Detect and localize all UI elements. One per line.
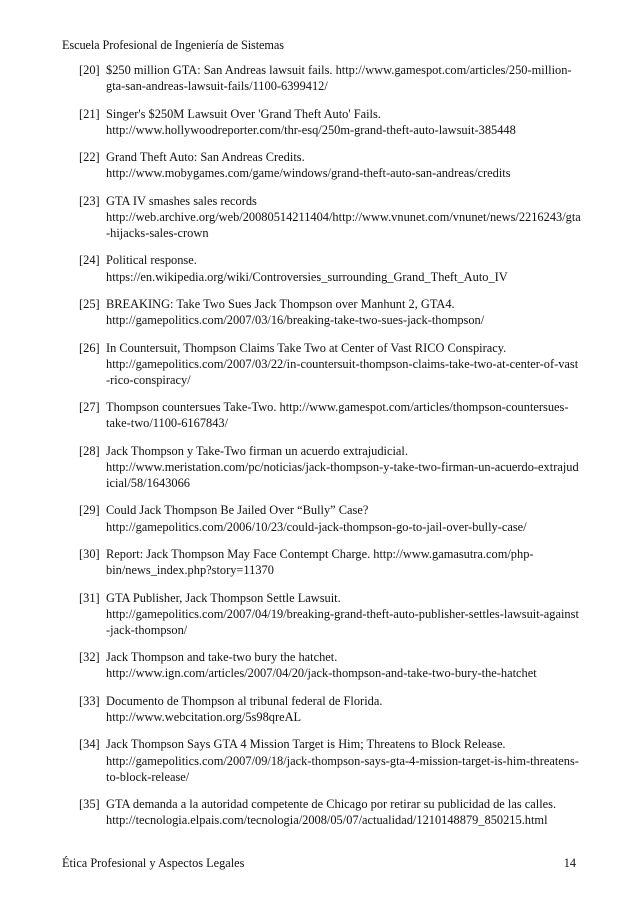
reference-link[interactable]: http://www.webcitation.org/5s98qreAL <box>106 709 302 724</box>
reference-item <box>62 443 582 491</box>
reference-body <box>106 149 582 181</box>
reference-item <box>62 340 582 388</box>
reference-body <box>106 796 582 828</box>
footer-title: Ética Profesional y Aspectos Legales <box>62 856 245 870</box>
reference-body <box>106 62 582 94</box>
reference-number: [29] <box>79 503 100 518</box>
reference-title: Could Jack Thompson Be Jailed Over “Bully” Case? <box>106 503 369 518</box>
reference-list <box>62 62 582 840</box>
reference-item <box>62 502 582 534</box>
reference-body <box>106 736 582 784</box>
reference-body <box>106 590 582 638</box>
reference-link[interactable]: http://web.archive.org/web/20080514211404/http://www.vnunet.com/vnunet/news/2216243/gta-hijacks-sales-crown <box>106 209 581 240</box>
reference-body <box>106 399 582 431</box>
reference-item <box>62 62 582 94</box>
reference-number: [24] <box>79 253 100 268</box>
reference-link[interactable]: http://gamepolitics.com/2007/09/18/jack-thompson-says-gta-4-mission-target-is-him-threatens-to-block-release/ <box>106 753 579 784</box>
reference-body <box>106 296 582 328</box>
reference-number: [21] <box>79 106 100 121</box>
reference-title: In Countersuit, Thompson Claims Take Two at Center of Vast RICO Conspiracy. <box>106 340 507 355</box>
reference-item <box>62 296 582 328</box>
reference-link[interactable]: http://gamepolitics.com/2007/03/16/breaking-take-two-sues-jack-thompson/ <box>106 313 485 328</box>
reference-body <box>106 340 582 388</box>
reference-title: GTA Publisher, Jack Thompson Settle Lawsuit. <box>106 590 341 605</box>
reference-item <box>62 149 582 181</box>
reference-number: [23] <box>79 193 100 208</box>
reference-number: [25] <box>79 296 100 311</box>
reference-number: [26] <box>79 340 100 355</box>
reference-item <box>62 736 582 784</box>
page-footer <box>62 856 576 871</box>
reference-title: Jack Thompson y Take-Two firman un acuerdo extrajudicial. <box>106 443 408 458</box>
reference-link[interactable]: http://www.hollywoodreporter.com/thr-esq/250m-grand-theft-auto-lawsuit-385448 <box>106 122 516 137</box>
reference-item <box>62 252 582 284</box>
reference-number: [35] <box>79 797 100 812</box>
reference-number: [34] <box>79 737 100 752</box>
reference-body <box>106 649 582 681</box>
reference-body <box>106 252 582 284</box>
reference-link[interactable]: https://en.wikipedia.org/wiki/Controversies_surrounding_Grand_Theft_Auto_IV <box>106 269 508 284</box>
page-header: Escuela Profesional de Ingeniería de Sistemas <box>62 38 284 52</box>
reference-title: BREAKING: Take Two Sues Jack Thompson over Manhunt 2, GTA4. <box>106 296 455 311</box>
reference-item <box>62 399 582 431</box>
reference-title: Report: Jack Thompson May Face Contempt Charge. http://www.gamasutra.com/php-bin/news_index.php?story=11370 <box>106 547 534 578</box>
reference-title: GTA IV smashes sales records <box>106 193 257 208</box>
reference-title: $250 million GTA: San Andreas lawsuit fails. http://www.gamespot.com/articles/250-million-gta-san-andreas-lawsuit-fails/1100-6399412/ <box>106 63 572 94</box>
reference-item <box>62 106 582 138</box>
reference-link[interactable]: http://tecnologia.elpais.com/tecnologia/2008/05/07/actualidad/1210148879_850215.html <box>106 813 548 828</box>
reference-link[interactable]: http://www.ign.com/articles/2007/04/20/jack-thompson-and-take-two-bury-the-hatchet <box>106 666 537 681</box>
reference-item <box>62 796 582 828</box>
reference-link[interactable]: http://gamepolitics.com/2007/04/19/breaking-grand-theft-auto-publisher-settles-lawsuit-against-jack-thompson/ <box>106 606 579 637</box>
reference-body <box>106 106 582 138</box>
reference-title: Jack Thompson Says GTA 4 Mission Target is Him; Threatens to Block Release. <box>106 737 506 752</box>
reference-number: [30] <box>79 547 100 562</box>
reference-title: Documento de Thompson al tribunal federal de Florida. <box>106 693 383 708</box>
reference-number: [31] <box>79 590 100 605</box>
reference-title: GTA demanda a la autoridad competente de Chicago por retirar su publicidad de las calles. <box>106 797 557 812</box>
reference-item <box>62 193 582 241</box>
reference-body <box>106 693 582 725</box>
reference-title: Jack Thompson and take-two bury the hatchet. <box>106 650 338 665</box>
reference-title: Singer's $250M Lawsuit Over 'Grand Theft Auto' Fails. <box>106 106 381 121</box>
reference-item <box>62 546 582 578</box>
reference-number: [28] <box>79 443 100 458</box>
reference-item <box>62 590 582 638</box>
reference-number: [20] <box>79 63 100 77</box>
reference-number: [32] <box>79 650 100 665</box>
page-number: 14 <box>563 856 576 870</box>
reference-link[interactable]: http://www.mobygames.com/game/windows/grand-theft-auto-san-andreas/credits <box>106 166 511 181</box>
reference-link[interactable]: http://www.meristation.com/pc/noticias/jack-thompson-y-take-two-firman-un-acuerdo-extrajudicial/58/1643066 <box>106 459 579 490</box>
reference-body <box>106 546 582 578</box>
reference-number: [33] <box>79 693 100 708</box>
reference-title: Thompson countersues Take-Two. http://www.gamespot.com/articles/thompson-countersues-take-two/1100-6167843/ <box>106 400 569 431</box>
reference-title: Grand Theft Auto: San Andreas Credits. <box>106 150 305 165</box>
reference-link[interactable]: http://gamepolitics.com/2006/10/23/could-jack-thompson-go-to-jail-over-bully-case/ <box>106 519 527 534</box>
reference-title: Political response. <box>106 253 197 268</box>
reference-number: [22] <box>79 150 100 165</box>
reference-item <box>62 693 582 725</box>
reference-item <box>62 649 582 681</box>
reference-link[interactable]: http://gamepolitics.com/2007/03/22/in-countersuit-thompson-claims-take-two-at-center-of-vast-rico-conspiracy/ <box>106 356 579 387</box>
reference-number: [27] <box>79 400 100 415</box>
reference-body <box>106 443 582 491</box>
reference-body <box>106 502 582 534</box>
reference-body <box>106 193 582 241</box>
